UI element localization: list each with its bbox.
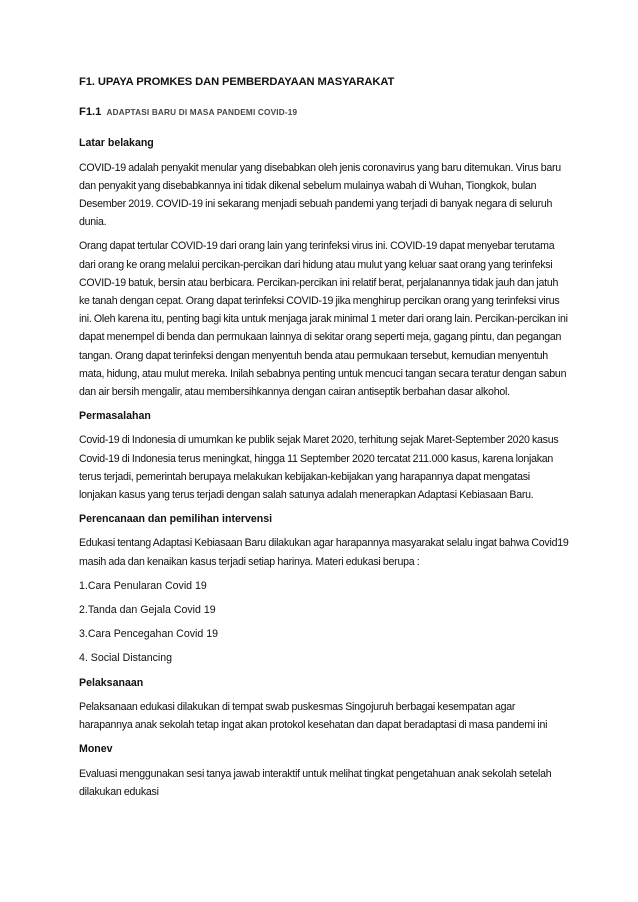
paragraph-permasalahan: Covid-19 di Indonesia di umumkan ke publik sejak Maret 2020, terhitung sejak Maret-September 2020 kasus Covid-19 di Indonesia terus meningkat, hingga 11 September 2020 tercatat 211.000 kasus, karena lonjakan terus terjadi, pemerintah berupaya melakukan kebijakan-kebijakan yang harapannya dapat mengatasi lonjakan kasus yang terus terjadi dengan salah satunya adalah menerapkan Adaptasi Kebiasaan Baru. [79,434,559,502]
list-item: 2.Tanda dan Gejala Covid 19 [79,604,216,617]
paragraph-pelaksanaan: Pelaksanaan edukasi dilakukan di tempat swab puskesmas Singojuruh berbagai kesempatan agar harapannya anak sekolah tetap ingat akan protokol kesehatan dan dapat beradaptasi di masa pandemi ini [79,700,548,732]
document-page [79,73,569,807]
document-title: F1. UPAYA PROMKES DAN PEMBERDAYAAN MASYARAKAT [79,76,395,88]
document-subtitle [79,103,569,122]
subtitle-text: ADAPTASI BARU DI MASA PANDEMI COVID-19 [106,108,298,118]
section-heading-monev: Monev [79,743,113,756]
section-heading-perencanaan: Perencanaan dan pemilihan intervensi [79,513,273,526]
section-heading-permasalahan: Permasalahan [79,410,151,423]
paragraph-latar-2: Orang dapat tertular COVID-19 dari orang lain yang terinfeksi virus ini. COVID-19 dapat menyebar terutama dari orang ke orang melalui percikan-percikan dari hidung atau mulut yang keluar saat orang yang terinfeksi COVID-19 batuk, bersin atau berbicara. Percikan-percikan ini relatif berat, perjalanannya tidak jauh dan jatuh ke tanah dengan cepat. Orang dapat terinfeksi COVID-19 jika menghirup percikan orang yang terinfeksi virus ini. Oleh karena itu, penting bagi kita untuk menjaga jarak minimal 1 meter dari orang lain. Percikan-percikan ini dapat menempel di benda dan permukaan lainnya di sekitar orang seperti meja, gagang pintu, dan pegangan tangan. Orang dapat terinfeksi dengan menyentuh benda atau permukaan tersebut, kemudian menyentuh mata, hidung, atau mulut mereka. Inilah sebabnya penting untuk mencuci tangan secara teratur dengan sabun dan air bersih mengalir, atau membersihkannya dengan cairan antiseptik berbahan dasar alkohol. [79,240,568,399]
paragraph-perencanaan: Edukasi tentang Adaptasi Kebiasaan Baru dilakukan agar harapannya masyarakat selalu ingat bahwa Covid19 masih ada dan kenaikan kasus terjadi setiap harinya. Materi edukasi berupa : [79,537,569,568]
list-item: 1.Cara Penularan Covid 19 [79,579,207,592]
paragraph-monev: Evaluasi menggunakan sesi tanya jawab interaktif untuk melihat tingkat pengetahuan anak sekolah setelah dilakukan edukasi [79,767,552,798]
paragraph-latar-1: COVID-19 adalah penyakit menular yang disebabkan oleh jenis coronavirus yang baru ditemukan. Virus baru dan penyakit yang disebabkannya ini tidak dikenal sebelum mulainya wabah di Wuhan, Tiongkok, bulan Desember 2019. COVID-19 ini sekarang menjadi sebuah pandemi yang terjadi di banyak negara di seluruh dunia. [79,161,561,229]
list-item: 4. Social Distancing [79,652,173,665]
list-item: 3.Cara Pencegahan Covid 19 [79,628,218,641]
section-heading-pelaksanaan: Pelaksanaan [79,676,144,689]
section-heading-latar: Latar belakang [79,137,154,150]
subtitle-number: F1.1 [79,106,102,119]
